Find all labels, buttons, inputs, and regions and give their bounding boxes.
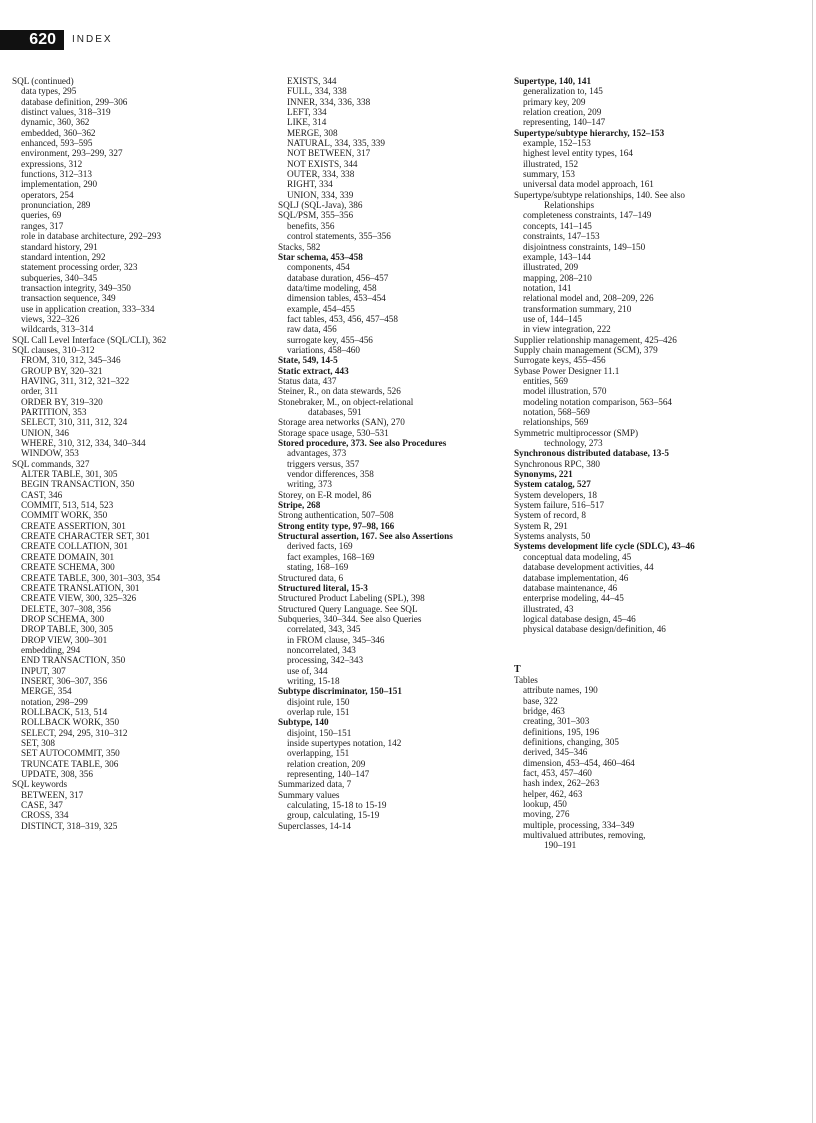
- index-sub-entry: standard history, 291: [21, 241, 98, 252]
- index-sub-entry: illustrated, 209: [523, 262, 579, 273]
- index-sub-entry: END TRANSACTION, 350: [21, 655, 126, 666]
- index-sub-entry: SELECT, 310, 311, 312, 324: [21, 417, 128, 428]
- index-sub-entry: mapping, 208–210: [523, 272, 592, 283]
- index-sub-entry: primary key, 209: [523, 96, 586, 107]
- index-sub-entry: PARTITION, 353: [21, 407, 87, 417]
- index-sub-entry: base, 322: [523, 695, 558, 706]
- index-sub-entry: example, 143–144: [523, 251, 591, 262]
- index-main-entry: Structured Product Labeling (SPL), 398: [278, 593, 425, 604]
- index-sub-entry: components, 454: [287, 262, 350, 273]
- index-sub-entry: CROSS, 334: [21, 810, 69, 821]
- index-sub-entry: technology, 273: [544, 438, 603, 449]
- index-main-entry: Storey, on E-R model, 86: [278, 489, 372, 500]
- index-column-1: [12, 76, 262, 831]
- index-sub-entry: variations, 458–460: [287, 344, 360, 355]
- index-main-entry: System failure, 516–517: [514, 500, 605, 511]
- index-main-entry: System developers, 18: [514, 489, 597, 500]
- index-sub-entry: standard intention, 292: [21, 251, 106, 262]
- index-main-entry: SQL commands, 327: [12, 458, 90, 469]
- index-main-entry: Subtype discriminator, 150–151: [278, 686, 402, 697]
- page-edge-line: [812, 0, 813, 1123]
- index-sub-entry: ranges, 317: [21, 220, 64, 231]
- index-main-entry: Systems analysts, 50: [514, 531, 591, 542]
- index-main-entry: System R, 291: [514, 520, 568, 531]
- index-sub-entry: CREATE VIEW, 300, 325–326: [21, 593, 137, 604]
- index-sub-entry: SELECT, 294, 295, 310–312: [21, 727, 128, 738]
- index-sub-entry: NOT EXISTS, 344: [287, 158, 358, 169]
- index-sub-entry: calculating, 15-18 to 15-19: [287, 800, 387, 811]
- index-sub-entry: moving, 276: [523, 809, 570, 820]
- index-sub-entry: FULL, 334, 338: [287, 86, 347, 97]
- index-sub-entry: triggers versus, 357: [287, 458, 360, 469]
- index-sub-entry: MERGE, 354: [21, 686, 72, 697]
- index-sub-entry: CREATE COLLATION, 301: [21, 541, 128, 552]
- index-sub-entry: overlapping, 151: [287, 748, 350, 759]
- page-number: 620: [0, 30, 64, 50]
- index-sub-entry: UNION, 334, 339: [287, 189, 354, 200]
- index-main-entry: Summary values: [278, 789, 340, 800]
- index-sub-entry: attribute names, 190: [523, 685, 598, 696]
- index-main-entry: Summarized data, 7: [278, 779, 352, 790]
- index-sub-entry: use of, 144–145: [523, 313, 582, 324]
- index-sub-entry: disjointness constraints, 149–150: [523, 241, 646, 252]
- index-sub-entry: CREATE DOMAIN, 301: [21, 551, 115, 562]
- index-sub-entry: database implementation, 46: [523, 572, 629, 583]
- index-main-entry: Synonyms, 221: [514, 469, 573, 480]
- index-sub-entry: FROM, 310, 312, 345–346: [21, 355, 121, 366]
- index-sub-entry: use of, 344: [287, 665, 328, 676]
- index-sub-entry: stating, 168–169: [287, 562, 349, 573]
- index-sub-entry: generalization to, 145: [523, 86, 603, 97]
- index-sub-entry: CREATE ASSERTION, 301: [21, 520, 126, 531]
- index-sub-entry: correlated, 343, 345: [287, 624, 361, 635]
- index-sub-entry: COMMIT, 513, 514, 523: [21, 500, 114, 511]
- index-sub-entry: example, 454–455: [287, 303, 355, 314]
- index-column-3: [514, 76, 804, 851]
- index-sub-entry: dimension, 453–454, 460–464: [523, 757, 635, 768]
- index-sub-entry: raw data, 456: [287, 324, 337, 335]
- index-sub-entry: vendor differences, 358: [287, 469, 374, 480]
- index-sub-entry: OUTER, 334, 338: [287, 169, 355, 180]
- index-sub-entry: advantages, 373: [287, 448, 347, 459]
- index-sub-entry: ROLLBACK WORK, 350: [21, 717, 120, 728]
- index-sub-entry: SET AUTOCOMMIT, 350: [21, 748, 120, 759]
- index-sub-entry: ORDER BY, 319–320: [21, 396, 103, 407]
- index-sub-entry: DROP TABLE, 300, 305: [21, 624, 113, 635]
- index-sub-entry: logical database design, 45–46: [523, 613, 636, 624]
- index-sub-entry: DISTINCT, 318–319, 325: [21, 820, 118, 831]
- index-sub-entry: fact, 453, 457–460: [523, 768, 592, 778]
- index-sub-entry: enterprise modeling, 44–45: [523, 593, 624, 604]
- index-sub-entry: overlap rule, 151: [287, 706, 350, 717]
- index-sub-entry: MERGE, 308: [287, 127, 338, 138]
- index-sub-entry: DROP VIEW, 300–301: [21, 634, 108, 645]
- running-header: [0, 30, 816, 50]
- index-main-entry: Synchronous RPC, 380: [514, 458, 601, 469]
- index-sub-entry: wildcards, 313–314: [21, 324, 94, 335]
- index-sub-entry: statement processing order, 323: [21, 262, 138, 273]
- index-sub-entry: derived, 345–346: [523, 747, 588, 758]
- index-sub-entry: pronunciation, 289: [21, 200, 91, 211]
- index-main-entry: Symmetric multiprocessor (SMP): [514, 427, 639, 438]
- index-sub-entry: CREATE TRANSLATION, 301: [21, 582, 140, 593]
- index-main-entry: SQL Call Level Interface (SQL/CLI), 362: [12, 334, 167, 345]
- index-sub-entry: fact tables, 453, 456, 457–458: [287, 313, 398, 324]
- index-sub-entry: UPDATE, 308, 356: [21, 769, 93, 780]
- running-head-title: INDEX: [72, 34, 113, 45]
- index-sub-entry: COMMIT WORK, 350: [21, 510, 108, 521]
- index-sub-entry: LIKE, 314: [287, 117, 327, 128]
- index-sub-entry: control statements, 355–356: [287, 231, 391, 242]
- index-sub-entry: WHERE, 310, 312, 334, 340–344: [21, 438, 146, 449]
- index-main-entry: Systems development life cycle (SDLC), 43–46: [514, 541, 695, 552]
- index-main-entry: Tables: [514, 674, 538, 685]
- index-main-entry: Structural assertion, 167. See also Assertions: [278, 531, 453, 542]
- index-sub-entry: INPUT, 307: [21, 665, 66, 676]
- index-sub-entry: definitions, changing, 305: [523, 736, 619, 747]
- index-main-entry: Storage area networks (SAN), 270: [278, 417, 405, 428]
- index-main-entry: Structured literal, 15-3: [278, 582, 368, 593]
- index-sub-entry: transaction sequence, 349: [21, 293, 116, 304]
- index-sub-entry: transformation summary, 210: [523, 303, 632, 314]
- index-sub-entry: RIGHT, 334: [287, 179, 333, 190]
- index-main-entry: SQLJ (SQL-Java), 386: [278, 200, 363, 211]
- index-sub-entry: WINDOW, 353: [21, 448, 79, 459]
- index-sub-entry: operators, 254: [21, 189, 74, 200]
- index-sub-entry: example, 152–153: [523, 138, 591, 149]
- index-sub-entry: group, calculating, 15-19: [287, 810, 380, 821]
- index-sub-entry: BETWEEN, 317: [21, 789, 84, 800]
- index-sub-entry: helper, 462, 463: [523, 788, 583, 799]
- index-sub-entry: SET, 308: [21, 738, 56, 748]
- index-sub-entry: modeling notation comparison, 563–564: [523, 396, 673, 407]
- index-main-entry: Supertype/subtype hierarchy, 152–153: [514, 127, 665, 138]
- index-main-entry: Structured data, 6: [278, 572, 344, 583]
- index-sub-entry: INSERT, 306–307, 356: [21, 675, 108, 686]
- index-main-entry: Status data, 437: [278, 375, 337, 386]
- index-sub-entry: ROLLBACK, 513, 514: [21, 706, 108, 717]
- index-sub-entry: ALTER TABLE, 301, 305: [21, 469, 118, 480]
- index-sub-entry: noncorrelated, 343: [287, 644, 356, 655]
- index-sub-entry: order, 311: [21, 386, 59, 397]
- index-sub-entry: concepts, 141–145: [523, 220, 592, 231]
- index-sub-entry: EXISTS, 344: [287, 76, 337, 86]
- index-sub-entry: distinct values, 318–319: [21, 107, 111, 118]
- index-sub-entry: role in database architecture, 292–293: [21, 231, 162, 242]
- index-sub-entry: CREATE CHARACTER SET, 301: [21, 531, 150, 542]
- index-sub-entry: CREATE TABLE, 300, 301–303, 354: [21, 572, 161, 583]
- index-sub-entry: notation, 568–569: [523, 407, 590, 417]
- index-main-entry: Subtype, 140: [278, 717, 329, 728]
- index-sub-entry: NOT BETWEEN, 317: [287, 148, 371, 159]
- index-main-entry: Storage space usage, 530–531: [278, 427, 389, 438]
- index-sub-entry: illustrated, 152: [523, 158, 579, 169]
- index-sub-entry: relationships, 569: [523, 417, 589, 428]
- index-sub-entry: notation, 141: [523, 282, 572, 293]
- index-sub-entry: representing, 140–147: [287, 769, 370, 780]
- index-main-entry: Sybase Power Designer 11.1: [514, 365, 620, 376]
- index-sub-entry: lookup, 450: [523, 799, 567, 810]
- index-sub-entry: database development activities, 44: [523, 562, 654, 573]
- index-main-entry: Stonebraker, M., on object-relational: [278, 396, 414, 407]
- index-sub-entry: expressions, 312: [21, 158, 83, 169]
- index-sub-entry: relation creation, 209: [287, 758, 366, 769]
- index-main-entry: Star schema, 453–458: [278, 251, 363, 262]
- index-sub-entry: enhanced, 593–595: [21, 138, 93, 149]
- index-main-entry: Supertype, 140, 141: [514, 76, 592, 86]
- index-sub-entry: in view integration, 222: [523, 324, 611, 335]
- index-sub-entry: views, 322–326: [21, 313, 80, 324]
- index-sub-entry: multiple, processing, 334–349: [523, 819, 635, 830]
- index-main-entry: System of record, 8: [514, 510, 586, 521]
- index-main-entry: Stored procedure, 373. See also Procedures: [278, 438, 447, 449]
- index-sub-entry: GROUP BY, 320–321: [21, 365, 103, 376]
- index-section-letter: T: [514, 663, 521, 675]
- index-main-entry: Steiner, R., on data stewards, 526: [278, 386, 401, 397]
- index-sub-entry: disjoint, 150–151: [287, 727, 352, 738]
- index-sub-entry: INNER, 334, 336, 338: [287, 96, 371, 107]
- index-main-entry: Stacks, 582: [278, 241, 321, 252]
- index-main-entry: Supplier relationship management, 425–426: [514, 334, 677, 345]
- index-main-entry: Surrogate keys, 455–456: [514, 355, 606, 366]
- index-sub-entry: data types, 295: [21, 86, 77, 97]
- index-main-entry: Stripe, 268: [278, 500, 321, 511]
- index-sub-entry: notation, 298–299: [21, 696, 88, 707]
- index-sub-entry: HAVING, 311, 312, 321–322: [21, 375, 130, 386]
- index-main-entry: Static extract, 443: [278, 365, 349, 376]
- index-sub-entry: processing, 342–343: [287, 655, 364, 666]
- index-sub-entry: use in application creation, 333–334: [21, 303, 155, 314]
- index-main-entry: System catalog, 527: [514, 479, 591, 490]
- index-column-2: [278, 76, 500, 831]
- index-sub-entry: BEGIN TRANSACTION, 350: [21, 479, 135, 490]
- index-sub-entry: database maintenance, 46: [523, 582, 618, 593]
- index-sub-entry: LEFT, 334: [287, 107, 327, 118]
- index-sub-entry: illustrated, 43: [523, 603, 574, 614]
- index-sub-entry: surrogate key, 455–456: [287, 334, 373, 345]
- index-sub-entry: TRUNCATE TABLE, 306: [21, 758, 119, 769]
- index-sub-entry: fact examples, 168–169: [287, 551, 375, 562]
- index-sub-entry: summary, 153: [523, 169, 575, 180]
- index-sub-entry: database duration, 456–457: [287, 272, 389, 283]
- index-main-entry: Superclasses, 14-14: [278, 820, 351, 831]
- index-sub-entry: disjoint rule, 150: [287, 696, 350, 707]
- index-sub-entry: model illustration, 570: [523, 386, 607, 397]
- index-sub-entry: DELETE, 307–308, 356: [21, 603, 111, 614]
- index-sub-entry: subqueries, 340–345: [21, 272, 98, 283]
- index-sub-entry: creating, 301–303: [523, 716, 590, 727]
- index-sub-entry: environment, 293–299, 327: [21, 148, 123, 159]
- index-main-entry: SQL clauses, 310–312: [12, 344, 95, 355]
- index-sub-entry: embedding, 294: [21, 644, 81, 655]
- index-sub-entry: Relationships: [544, 200, 595, 211]
- index-sub-entry: NATURAL, 334, 335, 339: [287, 138, 385, 149]
- index-sub-entry: bridge, 463: [523, 705, 565, 716]
- index-sub-entry: database definition, 299–306: [21, 96, 128, 107]
- index-sub-entry: writing, 373: [287, 479, 332, 490]
- index-sub-entry: inside supertypes notation, 142: [287, 738, 402, 748]
- index-sub-entry: completeness constraints, 147–149: [523, 210, 652, 221]
- index-main-entry: SQL (continued): [12, 76, 74, 86]
- index-sub-entry: implementation, 290: [21, 179, 98, 190]
- index-sub-entry: in FROM clause, 345–346: [287, 634, 385, 645]
- index-sub-entry: derived facts, 169: [287, 541, 353, 552]
- index-sub-entry: dimension tables, 453–454: [287, 293, 386, 304]
- index-sub-entry: relation creation, 209: [523, 107, 602, 118]
- index-main-entry: State, 549, 14-5: [278, 355, 338, 366]
- index-sub-entry: multivalued attributes, removing,: [523, 830, 646, 841]
- index-sub-entry: constraints, 147–153: [523, 231, 600, 242]
- index-sub-entry: relational model and, 208–209, 226: [523, 293, 654, 304]
- index-sub-entry: physical database design/definition, 46: [523, 624, 666, 635]
- index-sub-entry: functions, 312–313: [21, 169, 92, 180]
- index-sub-entry: writing, 15-18: [287, 675, 340, 686]
- index-main-entry: Synchronous distributed database, 13-5: [514, 448, 670, 459]
- index-sub-entry: hash index, 262–263: [523, 778, 600, 789]
- index-sub-entry: conceptual data modeling, 45: [523, 551, 632, 562]
- index-main-entry: Subqueries, 340–344. See also Queries: [278, 613, 422, 624]
- index-sub-entry: CAST, 346: [21, 489, 63, 500]
- index-sub-entry: databases, 591: [308, 407, 362, 417]
- index-sub-entry: data/time modeling, 458: [287, 282, 377, 293]
- index-main-entry: Supply chain management (SCM), 379: [514, 344, 658, 355]
- index-main-entry: SQL/PSM, 355–356: [278, 210, 354, 221]
- index-main-entry: SQL keywords: [12, 779, 68, 790]
- index-main-entry: Strong entity type, 97–98, 166: [278, 520, 395, 531]
- index-main-entry: Strong authentication, 507–508: [278, 510, 394, 521]
- index-sub-entry: dynamic, 360, 362: [21, 117, 90, 128]
- index-main-entry: Structured Query Language. See SQL: [278, 603, 418, 614]
- index-sub-entry: CREATE SCHEMA, 300: [21, 562, 115, 573]
- index-sub-entry: UNION, 346: [21, 427, 69, 438]
- index-sub-entry: CASE, 347: [21, 800, 63, 811]
- index-sub-entry: queries, 69: [21, 210, 62, 221]
- index-sub-entry: benefits, 356: [287, 220, 335, 231]
- index-sub-entry: entities, 569: [523, 375, 568, 386]
- index-sub-entry: embedded, 360–362: [21, 127, 96, 138]
- index-sub-entry: representing, 140–147: [523, 117, 606, 128]
- index-sub-entry: transaction integrity, 349–350: [21, 282, 131, 293]
- index-sub-entry: highest level entity types, 164: [523, 148, 633, 159]
- index-sub-entry: definitions, 195, 196: [523, 726, 600, 737]
- index-sub-entry: universal data model approach, 161: [523, 179, 654, 190]
- index-main-entry: Supertype/subtype relationships, 140. See also: [514, 189, 685, 200]
- index-sub-entry: 190–191: [544, 840, 577, 851]
- index-sub-entry: DROP SCHEMA, 300: [21, 613, 105, 624]
